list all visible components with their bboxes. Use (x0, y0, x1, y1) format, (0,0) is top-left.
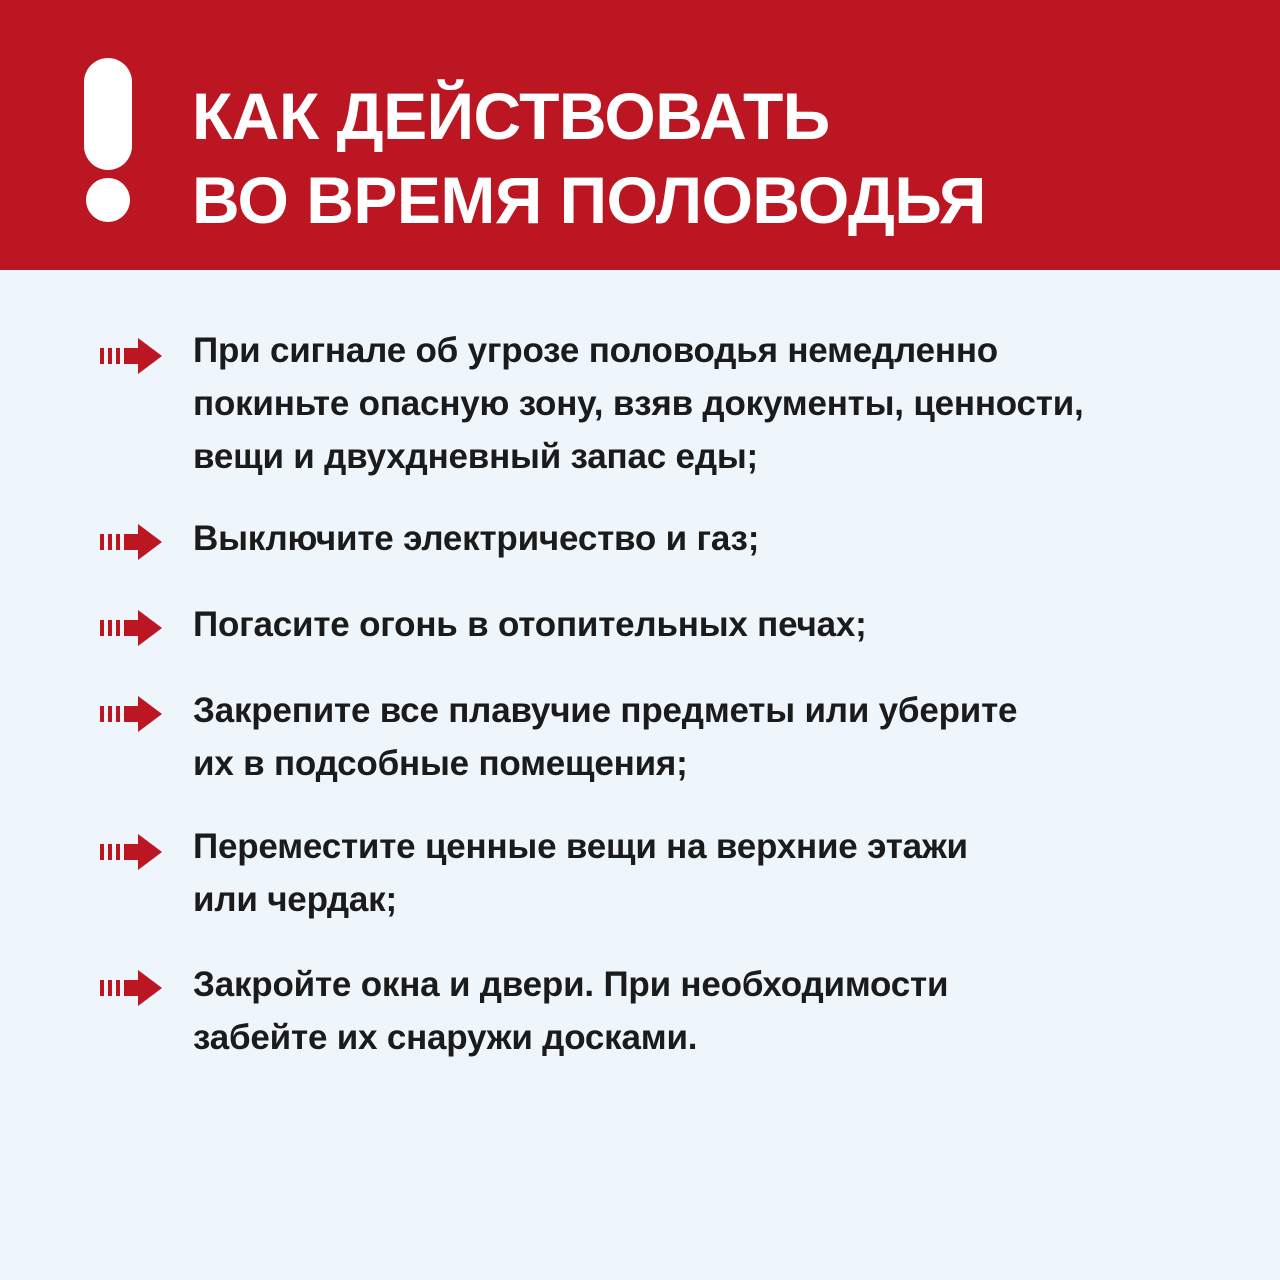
page-title-line-1: КАК ДЕЙСТВОВАТЬ (192, 79, 830, 153)
list-item-text: Переместите ценные вещи на верхние этажи или чердак; (193, 827, 968, 919)
arrow-right-icon (100, 524, 162, 560)
arrow-right-icon (100, 834, 162, 870)
arrow-right-icon (100, 610, 162, 646)
arrow-right-icon (100, 696, 162, 732)
list-item-text: Выключите электричество и газ; (193, 519, 760, 558)
list-item-text: Погасите огонь в отопительных печах; (193, 605, 867, 644)
list-item-text: При сигнале об угрозе половодья немедленно покиньте опасную зону, взяв документы, ценности, вещи и двухдневный запас еды; (193, 331, 1084, 476)
arrow-right-icon (100, 970, 162, 1006)
list-item-text: Закрепите все плавучие предметы или уберите их в подсобные помещения; (193, 691, 1018, 783)
arrow-right-icon (100, 338, 162, 374)
page-title-line-2: ВО ВРЕМЯ ПОЛОВОДЬЯ (192, 163, 986, 237)
list-item-text: Закройте окна и двери. При необходимости забейте их снаружи досками. (193, 965, 949, 1057)
